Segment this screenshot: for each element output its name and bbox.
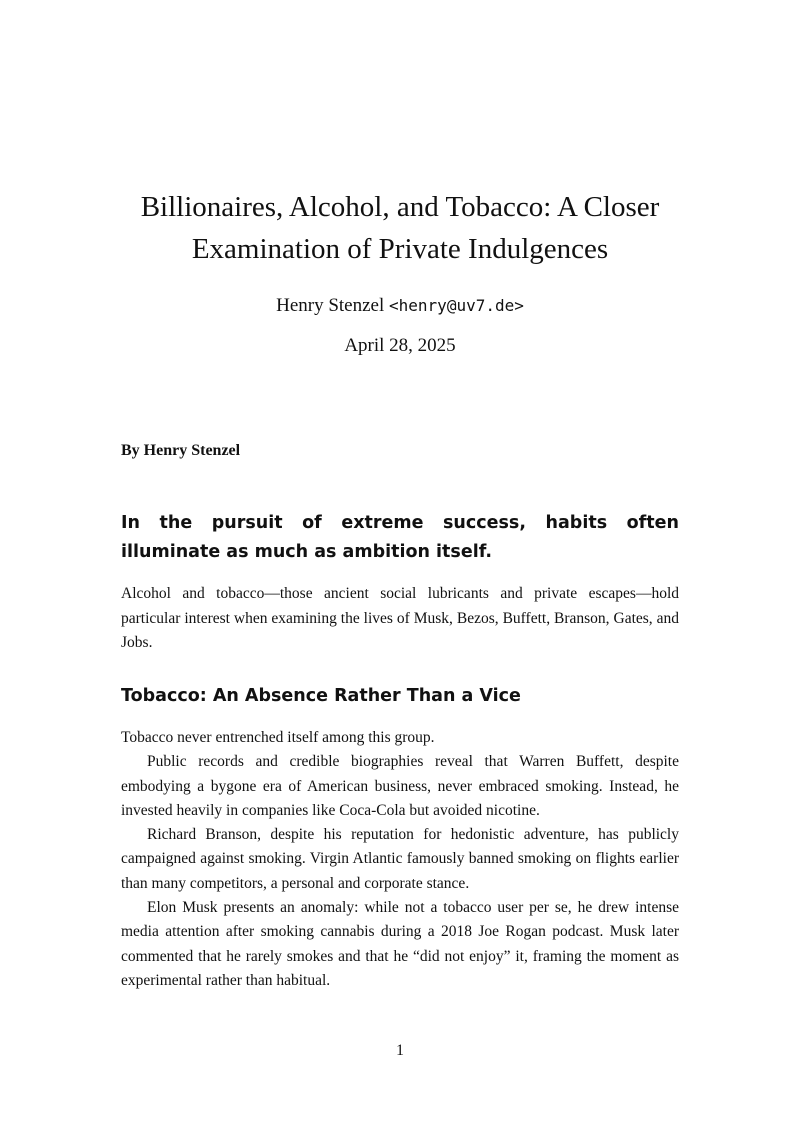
document-title: Billionaires, Alcohol, and Tobacco: A Closer Examination of Private Indulgences [140, 191, 660, 265]
section-heading: Tobacco: An Absence Rather Than a Vice [121, 686, 521, 706]
document-date: April 28, 2025 [344, 335, 456, 356]
author-line [0, 293, 800, 319]
section-body [121, 726, 679, 993]
author-email: <henry@uv7.de> [389, 296, 524, 315]
author-name: Henry Stenzel [276, 295, 385, 316]
intro-paragraph: Alcohol and tobacco—those ancient social lubricants and private escapes—hold particular interest when examining the lives of Musk, Bezos, Buffett, Branson, Gates, and Jobs. [121, 585, 679, 651]
lead-heading: In the pursuit of extreme success, habits often illuminate as much as ambition itself. [121, 513, 679, 562]
page-number: 1 [396, 1042, 404, 1059]
section-paragraph: Richard Branson, despite his reputation for hedonistic adventure, has publicly campaigned against smoking. Virgin Atlantic famously banned smoking on flights earlier than many competitors, a personal and corporate stance. [121, 826, 679, 892]
section-paragraph: Tobacco never entrenched itself among this group. [121, 729, 435, 746]
section-paragraph: Public records and credible biographies reveal that Warren Buffett, despite embodying a bygone era of American business, never embraced smoking. Instead, he invested heavily in companies like Coca-Cola but avoided nicotine. [121, 753, 679, 819]
byline: By Henry Stenzel [121, 442, 241, 459]
section-paragraph: Elon Musk presents an anomaly: while not a tobacco user per se, he drew intense media attention after smoking cannabis during a 2018 Joe Rogan podcast. Musk later commented that he rarely smokes and that he “did not enjoy” it, framing the moment as experimental rather than habitual. [121, 899, 679, 989]
